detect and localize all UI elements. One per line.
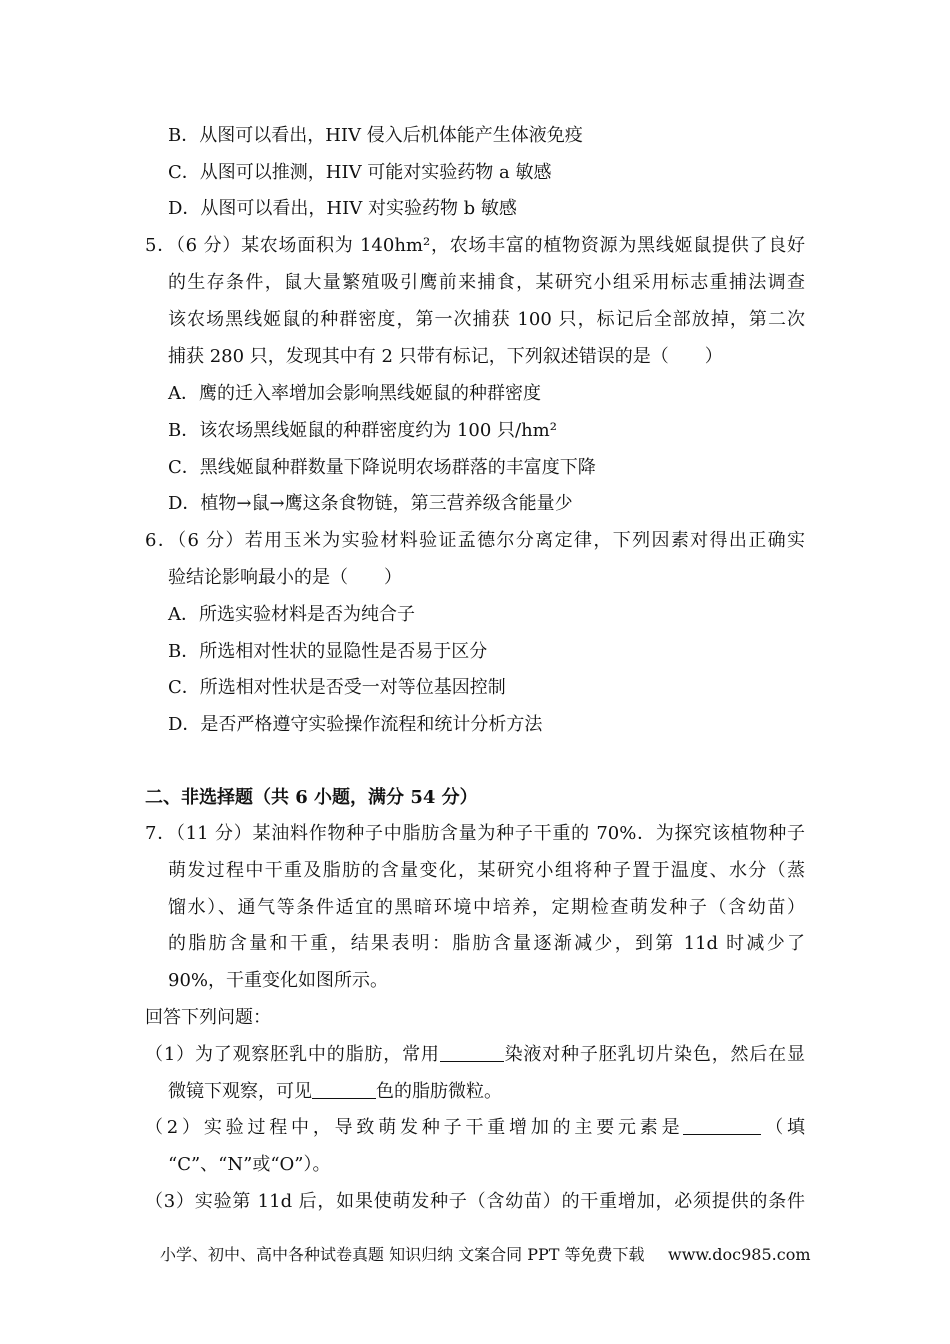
q7-stem-line5: 90%，干重变化如图所示。 [168,970,389,991]
q5-stem-line1: 5．（6 分）某农场面积为 140hm²，农场丰富的植物资源为黑线姬鼠提供了良好 [145,235,805,256]
q6-stem-line1: 6．（6 分）若用玉米为实验材料验证孟德尔分离定律，下列因素对得出正确实 [145,530,805,551]
answer-blank[interactable] [683,1116,761,1135]
q7-stem-line2: 萌发过程中干重及脂肪的含量变化，某研究小组将种子置于温度、水分（蒸 [168,860,805,881]
q5-option-a: A．鹰的迁入率增加会影响黑线姬鼠的种群密度 [168,383,541,404]
q7-sub2-text-pre: （2）实验过程中，导致萌发种子干重增加的主要元素是 [145,1117,684,1138]
q6-stem-line2: 验结论影响最小的是（ ） [168,567,402,588]
q6-option-c: C．所选相对性状是否受一对等位基因控制 [168,677,506,698]
q6-option-a: A．所选实验材料是否为纯合子 [168,604,415,625]
q7-sub2-text-post: （填 [761,1117,806,1138]
q7-sub1-line1 [145,1043,805,1067]
q5-option-c: C．黑线姬鼠种群数量下降说明农场群落的丰富度下降 [168,457,596,478]
q6-option-b: B．所选相对性状的显隐性是否易于区分 [168,641,488,662]
q7-stem-line3: 馏水）、通气等条件适宜的黑暗环境中培养，定期检查萌发种子（含幼苗） [168,897,805,918]
footer-text: 小学、初中、高中各种试卷真题 知识归纳 文案合同 PPT 等免费下载 [160,1245,645,1264]
answer-blank[interactable] [312,1080,376,1099]
q4-option-c: C．从图可以推测，HIV 可能对实验药物 a 敏感 [168,162,552,183]
q7-sub2-line1 [145,1116,805,1140]
q7-sub1-line2 [168,1080,502,1104]
q5-stem-line2: 的生存条件，鼠大量繁殖吸引鹰前来捕食，某研究小组采用标志重捕法调查 [168,272,805,293]
q7-sub2-line2: “C”、“N”或“O”）。 [168,1154,331,1175]
q7-sub1-text-pre: （1）为了观察胚乳中的脂肪，常用 [145,1044,440,1065]
q4-option-b: B．从图可以看出，HIV 侵入后机体能产生体液免疫 [168,125,583,146]
q7-sub1b-text-pre: 微镜下观察，可见 [168,1081,312,1102]
footer-url[interactable]: www.doc985.com [668,1245,811,1264]
q6-option-d: D．是否严格遵守实验操作流程和统计分析方法 [168,714,543,735]
q7-stem-line4: 的脂肪含量和干重，结果表明：脂肪含量逐渐减少，到第 11d 时减少了 [168,933,805,954]
q7-sub1-text-post: 染液对种子胚乳切片染色，然后在显 [503,1044,806,1065]
section-heading: 二、非选择题（共 6 小题，满分 54 分） [145,787,478,808]
q7-sub1b-text-post: 色的脂肪微粒。 [376,1081,502,1102]
answer-blank[interactable] [440,1043,504,1062]
q5-option-b: B．该农场黑线姬鼠的种群密度约为 100 只/hm² [168,420,557,441]
q7-sub3-line1: （3）实验第 11d 后，如果使萌发种子（含幼苗）的干重增加，必须提供的条件 [145,1191,805,1212]
q4-option-d: D．从图可以看出，HIV 对实验药物 b 敏感 [168,198,517,219]
q5-option-d: D．植物→鼠→鹰这条食物链，第三营养级含能量少 [168,493,573,514]
q5-stem-line4: 捕获 280 只，发现其中有 2 只带有标记，下列叙述错误的是（ ） [168,346,723,367]
q7-prompt: 回答下列问题： [145,1007,271,1028]
q5-stem-line3: 该农场黑线姬鼠的种群密度，第一次捕获 100 只，标记后全部放掉，第二次 [168,309,805,330]
q7-stem-line1: 7．（11 分）某油料作物种子中脂肪含量为种子干重的 70%．为探究该植物种子 [145,823,805,844]
